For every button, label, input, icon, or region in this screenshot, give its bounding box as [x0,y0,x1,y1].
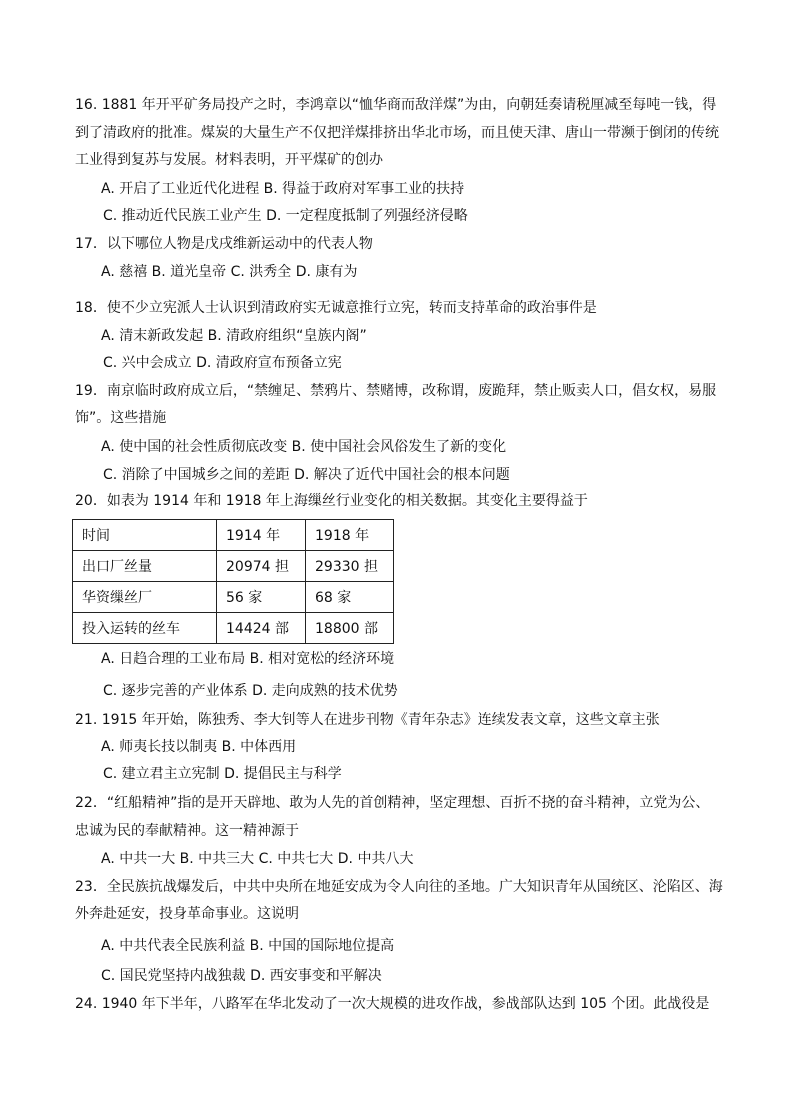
table-header-cell: 1914 年 [217,520,306,551]
table-header-cell: 时间 [73,520,217,551]
options-line: C. 建立君主立宪制 D. 提倡民主与科学 [103,766,342,782]
options-line: C. 逐步完善的产业体系 D. 走向成熟的技术优势 [103,683,398,699]
options-line: A. 慈禧 B. 道光皇帝 C. 洪秀全 D. 康有为 [101,264,358,280]
options-line: A. 清末新政发起 B. 清政府组织“皇族内阁” [101,328,367,344]
table-cell: 出口厂丝量 [73,551,217,582]
question-text: 忠诚为民的奉献精神。这一精神源于 [75,823,299,839]
options-line: A. 使中国的社会性质彻底改变 B. 使中国社会风俗发生了新的变化 [101,439,507,455]
table-cell: 18800 部 [306,613,394,644]
question-text: 18．使不少立宪派人士认识到清政府实无诚意推行立宪，转而支持革命的政治事件是 [75,300,597,316]
options-line: A. 师夷长技以制夷 B. 中体西用 [101,739,297,755]
table-cell: 华资缫丝厂 [73,582,217,613]
table-cell: 68 家 [306,582,394,613]
options-line: A. 中共一大 B. 中共三大 C. 中共七大 D. 中共八大 [101,851,414,867]
options-line: C. 兴中会成立 D. 清政府宣布预备立宪 [103,355,342,371]
question-text: 外奔赴延安，投身革命事业。这说明 [75,906,299,922]
question-text: 17．以下哪位人物是戊戌维新运动中的代表人物 [75,236,373,252]
question-text: 到了清政府的批准。煤炭的大量生产不仅把洋煤排挤出华北市场，而且使天津、唐山一带濒于倒闭的传统 [75,125,719,141]
question-text: 工业得到复苏与发展。材料表明，开平煤矿的创办 [75,152,383,168]
options-line: A. 中共代表全民族利益 B. 中国的国际地位提高 [101,938,395,954]
options-line: C. 消除了中国城乡之间的差距 D. 解决了近代中国社会的根本问题 [103,467,510,483]
options-line: C. 国民党坚持内战独裁 D. 西安事变和平解决 [101,968,382,984]
table-row [73,551,394,582]
question-text: 16. 1881 年开平矿务局投产之时，李鸿章以“恤华商而敌洋煤”为由，向朝廷奏请税厘减至每吨一钱，得 [75,97,717,113]
table-row [73,613,394,644]
table-cell: 14424 部 [217,613,306,644]
question-text: 饰”。这些措施 [75,410,167,426]
options-line: C. 推动近代民族工业产生 D. 一定程度抵制了列强经济侵略 [103,208,468,224]
question-text: 20．如表为 1914 年和 1918 年上海缫丝行业变化的相关数据。其变化主要得益于 [75,493,588,509]
table-cell: 56 家 [217,582,306,613]
table-header-row [73,520,394,551]
table-header-cell: 1918 年 [306,520,394,551]
table-cell: 20974 担 [217,551,306,582]
question-text: 21. 1915 年开始，陈独秀、李大钊等人在进步刊物《青年杂志》连续发表文章，这些文章主张 [75,712,660,728]
table-row [73,582,394,613]
question-text: 24. 1940 年下半年，八路军在华北发动了一次大规模的进攻作战，参战部队达到 105 个团。此战役是 [75,996,710,1012]
options-line: A. 开启了工业近代化进程 B. 得益于政府对军事工业的扶持 [101,181,465,197]
table-cell: 投入运转的丝车 [73,613,217,644]
question-text: 23．全民族抗战爆发后，中共中央所在地延安成为令人向往的圣地。广大知识青年从国统区、沦陷区、海 [75,879,723,895]
question-text: 22．“红船精神”指的是开天辟地、敢为人先的首创精神，坚定理想、百折不挠的奋斗精神，立党为公、 [75,795,710,811]
table-cell: 29330 担 [306,551,394,582]
question-text: 19．南京临时政府成立后，“禁缠足、禁鸦片、禁赌博，改称谓，废跪拜，禁止贩卖人口，倡女权，易服 [75,383,717,399]
options-line: A. 日趋合理的工业布局 B. 相对宽松的经济环境 [101,651,395,667]
data-table [72,519,394,644]
